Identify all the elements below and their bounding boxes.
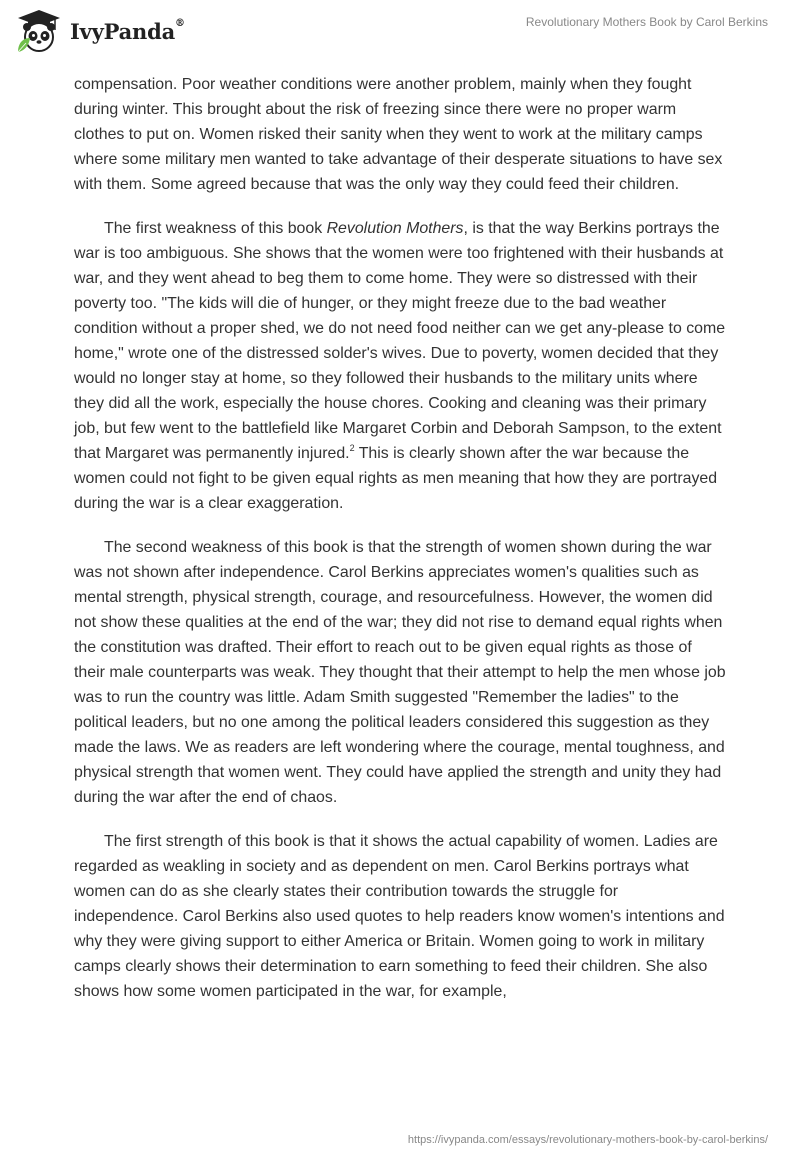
panda-graduate-icon (14, 8, 64, 54)
essay-body (74, 72, 726, 1023)
paragraph-2: The first weakness of this book Revolution Mothers, is that the way Berkins portrays the war is too ambiguous. She shows that the women were too frightened with their husbands at war, and they went ahead to beg them to come home. They were so distressed with their poverty too. "The kids will die of hunger, or they might freeze due to the bad weather condition without a proper shed, we do not need food neither can we get any-please to come home," wrote one of the distressed solder's wives. Due to poverty, women decided that they would no longer stay at home, so they followed their husbands to the military units where they did all the work, especially the house chores. Cooking and cleaning was their primary job, but few went to the battlefield like Margaret Corbin and Deborah Sampson, to the extent that Margaret was permanently injured.$^2$ This is clearly shown after the war because the women could not fight to be given equal rights as men meaning that how they are portrayed during the war is a clear exaggeration. (74, 220, 726, 512)
paragraph-1: compensation. Poor weather conditions were another problem, mainly when they fought during winter. This brought about the risk of freezing since there were no proper warm clothes to put on. Women risked their sanity when they went to work at the military camps where some military men wanted to take advantage of their desperate situations to have sex with them. Some agreed because that was the only way they could feed their children. (74, 76, 723, 193)
page-header (0, 0, 800, 66)
paragraph-3: The second weakness of this book is that the strength of women shown during the war was not shown after independence. Carol Berkins appreciates women's qualities such as mental strength, physical strength, courage, and resourcefulness. However, the women did not show these qualities at the end of the war; they did not rise to demand equal rights when the constitution was drafted. Their effort to reach out to be given equal rights as those of their male counterparts was weak. They thought that their attempt to help the men whose job was to run the country was little. Adam Smith suggested "Remember the ladies" to the political leaders, but no one among the political leaders considered this suggestion as they made the laws. We as readers are left wondering where the courage, mental toughness, and physical strength that women went. They could have applied the strength and unity they had during the war after the end of chaos. (74, 539, 726, 806)
paragraph-4: The first strength of this book is that it shows the actual capability of women. Ladies are regarded as weakling in society and as dependent on men. Carol Berkins portrays what women can do as she clearly states their contribution towards the struggle for independence. Carol Berkins also used quotes to help readers know women's intentions and why they were giving support to either America or Britain. Women going to work in military camps clearly shows their determination to earn something to feed their children. She also shows how some women participated in the war, for example, (74, 833, 725, 1000)
registered-mark: ® (175, 17, 185, 29)
source-url[interactable]: https://ivypanda.com/essays/revolutionary-mothers-book-by-carol-berkins/ (407, 1134, 768, 1146)
book-title-italic: Revolution Mothers (326, 220, 464, 237)
document-title: Revolutionary Mothers Book by Carol Berkins (525, 15, 768, 29)
ivypanda-logo[interactable] (14, 8, 185, 54)
logo-wordmark: IvyPanda® (70, 17, 185, 44)
footnote-ref[interactable]: 2 (349, 442, 355, 453)
